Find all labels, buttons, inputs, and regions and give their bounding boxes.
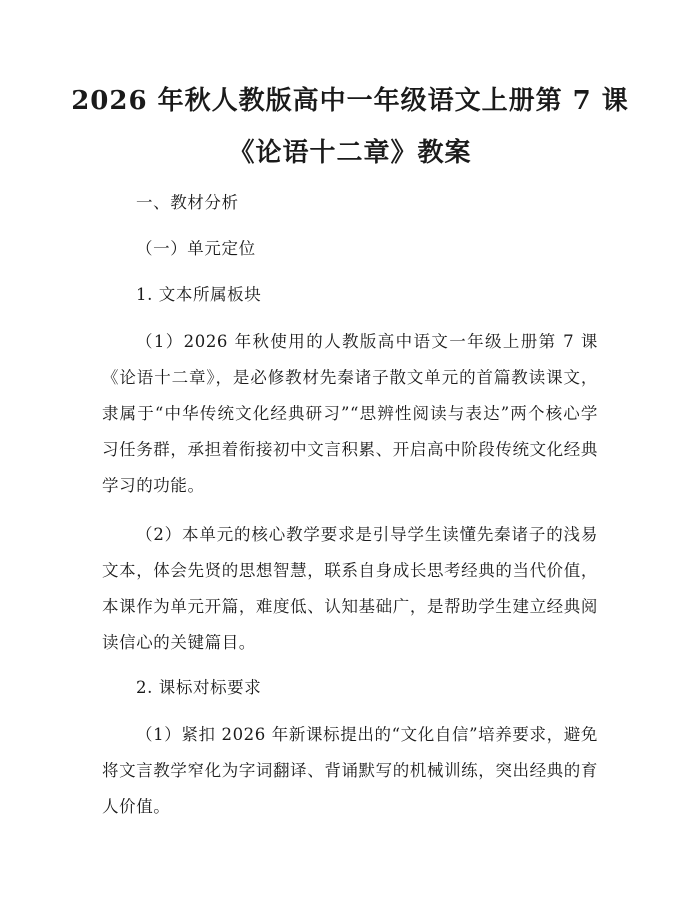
section-heading-1: 一、教材分析 xyxy=(136,193,239,212)
item-heading-2: 2. 课标对标要求 xyxy=(136,678,262,697)
paragraph-3: （1）紧扣 2026 年新课标提出的“文化自信”培养要求，避免将文言教学窄化为字词翻译、背诵默写的机械训练，突出经典的育人价值。 xyxy=(102,725,598,816)
paragraph-2: （2）本单元的核心教学要求是引导学生读懂先秦诸子的浅易文本，体会先贤的思想智慧，联系自身成长思考经典的当代价值，本课作为单元开篇，难度低、认知基础广，是帮助学生建立经典阅读信心的关键篇目。 xyxy=(102,525,598,652)
paragraph-1: （1）2026 年秋使用的人教版高中语文一年级上册第 7 课《论语十二章》，是必修教材先秦诸子散文单元的首篇教读课文，隶属于“中华传统文化经典研习”“思辨性阅读与表达”两个核心学习任务群，承担着衔接初中文言积累、开启高中阶段传统文化经典学习的功能。 xyxy=(102,332,598,495)
document-title-line-1: 2026 年秋人教版高中一年级语文上册第 7 课 xyxy=(71,86,629,116)
document-title-line-2: 《论语十二章》教案 xyxy=(228,138,472,168)
item-heading-1: 1. 文本所属板块 xyxy=(136,285,262,304)
subsection-heading-1: （一）单元定位 xyxy=(136,239,256,258)
